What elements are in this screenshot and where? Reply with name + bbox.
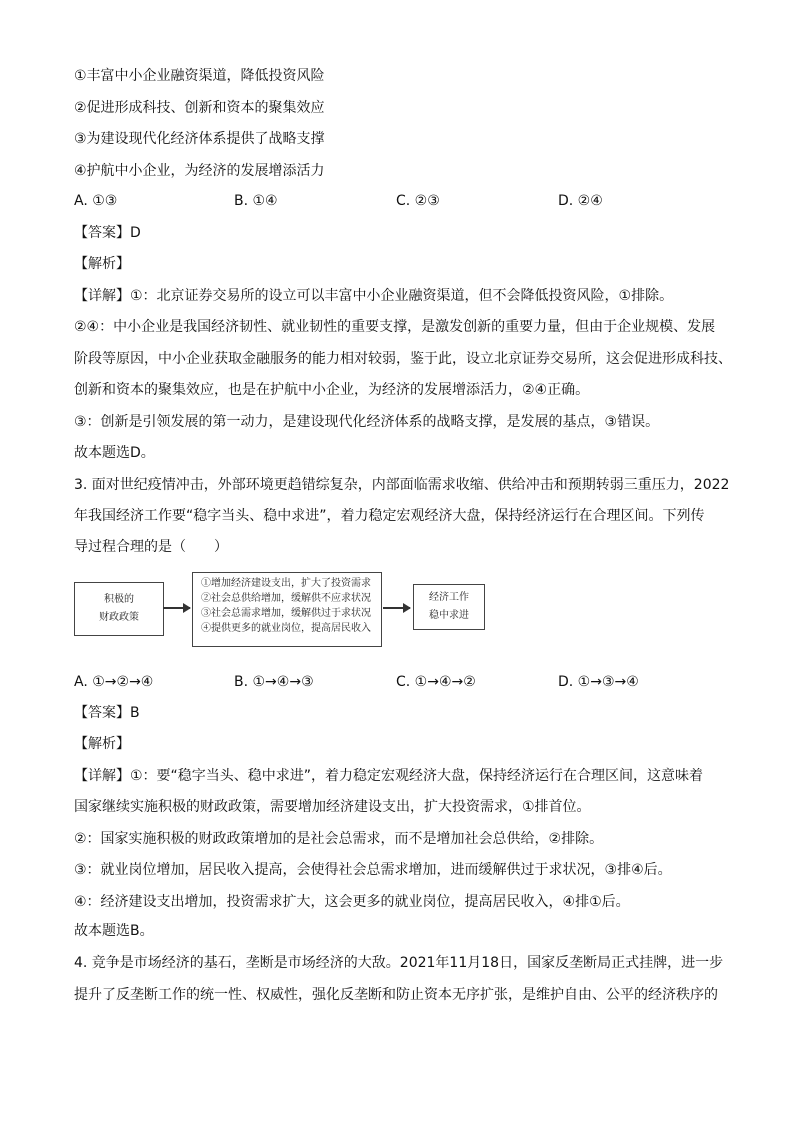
statement-2: ②促进形成科技、创新和资本的聚集效应 xyxy=(74,100,325,116)
arrow-1 xyxy=(163,607,190,609)
q3-stem-2: 年我国经济工作要“稳字当头、稳中求进”，着力稳定宏观经济大盘，保持经济运行在合理区间。下列传 xyxy=(74,508,705,524)
q3-explanation-1: 【详解】①：要“稳字当头、稳中求进”，着力稳定宏观经济大盘，保持经济运行在合理区间，这意味着 xyxy=(74,768,704,784)
q3-explanation-5: ④：经济建设支出增加，投资需求扩大，这会更多的就业岗位，提高居民收入，④排①后。 xyxy=(74,894,630,910)
q3-explanation-4: ③：就业岗位增加，居民收入提高，会使得社会总需求增加，进而缓解供过于求状况，③排④后。 xyxy=(74,862,672,878)
option-b: B. ①④ xyxy=(234,193,278,209)
transmission-diagram xyxy=(74,572,490,652)
option-d: D. ①→③→④ xyxy=(558,674,639,690)
option-d: D. ②④ xyxy=(558,193,603,209)
economic-work-box xyxy=(413,584,485,630)
q2-analysis-label: 【解析】 xyxy=(74,256,130,272)
q2-answer: 【答案】D xyxy=(74,225,141,241)
option-a: A. ①→②→④ xyxy=(74,674,154,690)
q3-explanation-3: ②：国家实施积极的财政政策增加的是社会总需求，而不是增加社会总供给，②排除。 xyxy=(74,831,604,847)
statement-1: ①丰富中小企业融资渠道，降低投资风险 xyxy=(74,68,325,84)
effect-2: ②社会总供给增加，缓解供不应求状况 xyxy=(201,593,371,604)
fiscal-policy-line-1: 积极的 xyxy=(104,594,134,605)
statement-3: ③为建设现代化经济体系提供了战略支撑 xyxy=(74,131,325,147)
q3-conclusion: 故本题选B。 xyxy=(74,923,154,939)
q3-stem-1: 3. 面对世纪疫情冲击，外部环境更趋错综复杂，内部面临需求收缩、供给冲击和预期转弱三重压力，2022 xyxy=(74,477,730,493)
q2-conclusion: 故本题选D。 xyxy=(74,445,155,461)
option-c: C. ②③ xyxy=(396,193,440,209)
fiscal-policy-box xyxy=(74,582,164,636)
q2-explanation-2: ②④：中小企业是我国经济韧性、就业韧性的重要支撑，是激发创新的重要力量，但由于企业规模、发展 xyxy=(74,319,716,335)
q2-explanation-1: 【详解】①：北京证券交易所的设立可以丰富中小企业融资渠道，但不会降低投资风险，①排除。 xyxy=(74,288,674,304)
statement-4: ④护航中小企业，为经济的发展增添活力 xyxy=(74,163,325,179)
arrow-2 xyxy=(383,607,410,609)
effect-3: ③社会总需求增加，缓解供过于求状况 xyxy=(201,608,371,619)
option-b: B. ①→④→③ xyxy=(234,674,314,690)
effect-4: ④提供更多的就业岗位，提高居民收入 xyxy=(201,623,371,634)
q2-explanation-3: 阶段等原因，中小企业获取金融服务的能力相对较弱，鉴于此，设立北京证券交易所，这会促进形成科技、 xyxy=(74,351,732,367)
option-a: A. ①③ xyxy=(74,193,118,209)
q2-explanation-5: ③：创新是引领发展的第一动力，是建设现代化经济体系的战略支撑，是发展的基点，③错误。 xyxy=(74,414,660,430)
q2-explanation-4: 创新和资本的聚集效应，也是在护航中小企业，为经济的发展增添活力，②④正确。 xyxy=(74,382,590,398)
effect-1: ①增加经济建设支出，扩大了投资需求 xyxy=(201,578,371,589)
q3-analysis-label: 【解析】 xyxy=(74,736,130,752)
q3-answer: 【答案】B xyxy=(74,705,140,721)
fiscal-policy-line-2: 财政政策 xyxy=(99,612,139,623)
q3-explanation-2: 国家继续实施积极的财政政策，需要增加经济建设支出，扩大投资需求，①排首位。 xyxy=(74,799,591,815)
option-c: C. ①→④→② xyxy=(396,674,476,690)
q4-stem-2: 提升了反垄断工作的统一性、权威性，强化反垄断和防止资本无序扩张，是维护自由、公平的经济秩序的 xyxy=(74,987,718,1003)
economic-work-line-1: 经济工作 xyxy=(429,592,469,603)
economic-work-line-2: 稳中求进 xyxy=(429,610,469,621)
q4-stem-1: 4. 竞争是市场经济的基石，垄断是市场经济的大敌。2021年11月18日，国家反垄断局正式挂牌，进一步 xyxy=(74,955,724,971)
effects-box xyxy=(192,572,382,647)
q3-stem-3: 导过程合理的是（ ） xyxy=(74,539,228,555)
